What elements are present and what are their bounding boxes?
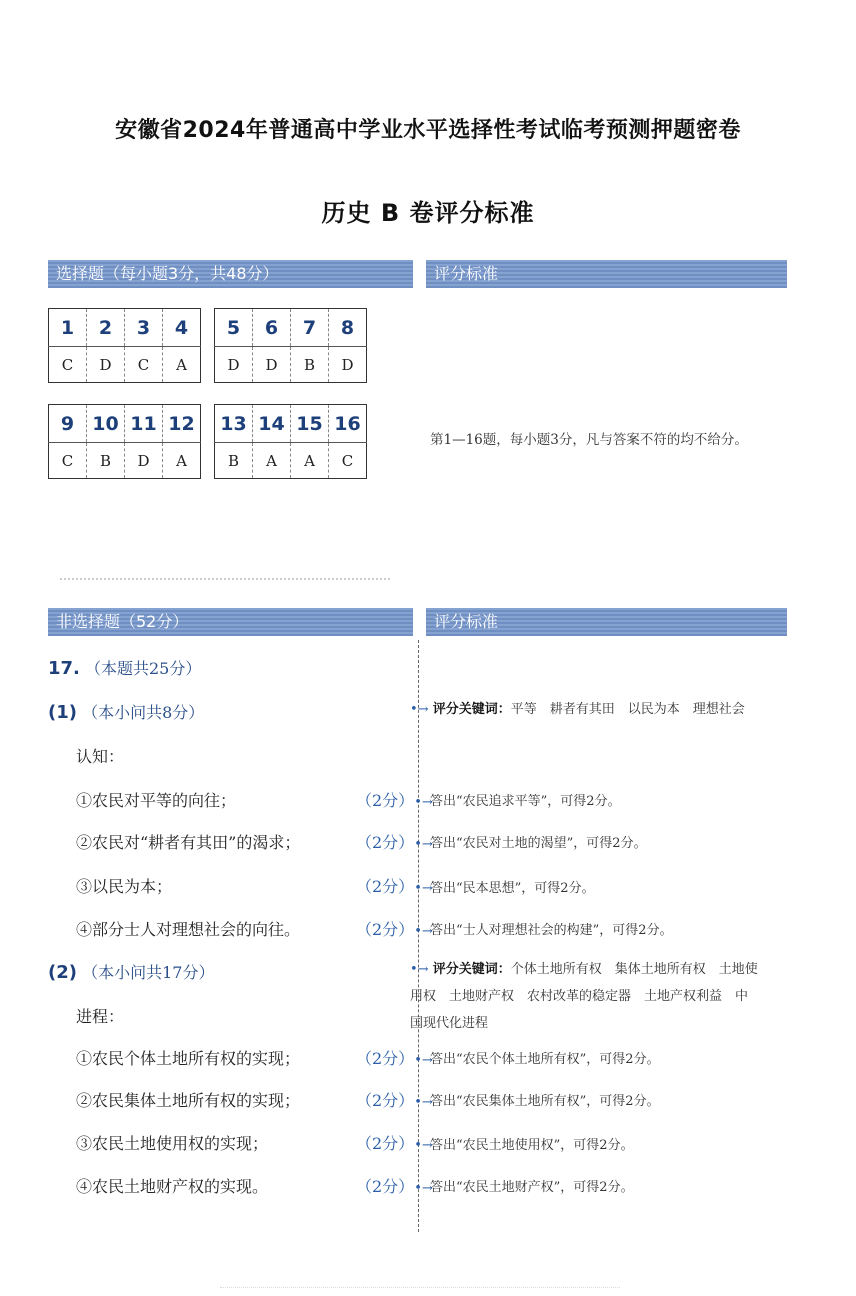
- answer-letter: B: [291, 347, 329, 383]
- page-footer-line: [220, 1287, 620, 1288]
- answer-item: ③以民为本；: [76, 877, 173, 896]
- criteria-note: 答出“农民对土地的渴望”，可得2分。: [430, 836, 647, 851]
- question-number: 10: [87, 405, 125, 443]
- score-label: （2分）•→: [356, 877, 433, 896]
- answer-letter: A: [253, 443, 291, 479]
- score-label: （2分）•→: [356, 920, 433, 939]
- choice-section-heading: 选择题（每小题3分，共48分）: [48, 260, 413, 288]
- question-number: 6: [253, 309, 291, 347]
- answer-letter: D: [329, 347, 367, 383]
- answer-letter: D: [125, 443, 163, 479]
- dotted-divider: [60, 578, 390, 580]
- question-points: （本题共25分）: [84, 659, 202, 678]
- arrow-icon: •→: [414, 795, 433, 810]
- question-number: 2: [87, 309, 125, 347]
- arrow-icon: •→: [414, 1181, 433, 1196]
- answer-letter: C: [49, 347, 87, 383]
- answer-item: ②农民对“耕者有其田”的渴求；: [76, 833, 301, 852]
- answer-table-3: [48, 404, 201, 479]
- answer-letter: A: [291, 443, 329, 479]
- part-2-keywords: •→ 评分关键词：个体土地所有权 集体土地所有权 土地使用权 土地财产权 农村改革的稳定器 土地产权利益 中国现代化进程: [410, 962, 758, 1031]
- criteria-note: 答出“农民个体土地所有权”，可得2分。: [430, 1052, 660, 1067]
- question-number: 5: [226, 316, 241, 339]
- answer-letter: A: [163, 347, 201, 383]
- question-number: 4: [163, 309, 201, 347]
- answer-letter: C: [329, 443, 367, 479]
- criteria-note: 答出“农民土地使用权”，可得2分。: [430, 1138, 634, 1153]
- answer-letter: A: [163, 443, 201, 479]
- score-label: （2分）•→: [356, 1134, 433, 1153]
- criteria-note: 答出“士人对理想社会的构建”，可得2分。: [430, 923, 673, 938]
- arrow-icon: •→: [414, 1138, 433, 1153]
- arrow-icon: •→: [414, 1053, 433, 1068]
- score-label: （2分）•→: [356, 791, 433, 810]
- answer-item: ④农民土地财产权的实现。: [76, 1177, 269, 1196]
- question-number: 11: [125, 405, 163, 443]
- nonchoice-section-heading: 非选择题（52分）: [48, 608, 413, 636]
- question-number: 16: [329, 405, 367, 443]
- question-number: 8: [329, 309, 367, 347]
- answer-table-2: [214, 308, 367, 383]
- question-number: 1: [60, 316, 75, 339]
- question-number: 15: [291, 405, 329, 443]
- score-label: （2分）•→: [356, 1049, 433, 1068]
- keyword-label: 评分关键词：: [432, 962, 511, 977]
- arrow-icon: •→: [414, 924, 433, 939]
- part-points: （本小问共8分）: [82, 703, 205, 722]
- answer-letter: C: [49, 443, 87, 479]
- document-subtitle: 历史 B 卷评分标准: [321, 199, 535, 227]
- criteria-note: 答出“农民集体土地所有权”，可得2分。: [430, 1094, 660, 1109]
- part-points: （本小问共17分）: [82, 963, 215, 982]
- choice-criteria-heading: 评分标准: [426, 260, 787, 288]
- answer-letter: D: [215, 347, 253, 383]
- keyword-list: 平等 耕者有其田 以民为本 理想社会: [510, 702, 745, 717]
- nonchoice-criteria-heading: 评分标准: [426, 608, 787, 636]
- answer-letter: B: [87, 443, 125, 479]
- part-2-header: [48, 960, 214, 983]
- keyword-list: 个体土地所有权 集体土地所有权 土地使用权 土地财产权 农村改革的稳定器 土地产权利益 中国现代化进程: [410, 962, 758, 1031]
- score-label: （2分）•→: [356, 1091, 433, 1110]
- question-number: 3: [125, 309, 163, 347]
- part-2-intro: 进程：: [76, 1007, 125, 1026]
- part-1-intro: 认知：: [76, 747, 125, 766]
- choice-criteria-text: 第1—16题，每小题3分，凡与答案不符的均不给分。: [430, 432, 748, 448]
- score-label: （2分）•→: [356, 1177, 433, 1196]
- question-17-header: [48, 656, 201, 679]
- answer-letter: B: [215, 443, 253, 479]
- arrow-icon: •→: [414, 1095, 433, 1110]
- question-number: 12: [163, 405, 201, 443]
- answer-letter: D: [253, 347, 291, 383]
- question-number: 17.: [48, 658, 80, 679]
- answer-letter: C: [125, 347, 163, 383]
- question-number: 14: [253, 405, 291, 443]
- answer-item: ①农民对平等的向往；: [76, 791, 237, 810]
- answer-item: ③农民土地使用权的实现；: [76, 1134, 269, 1153]
- answer-table-1: [48, 308, 201, 383]
- part-1-keywords: •→ 评分关键词：平等 耕者有其田 以民为本 理想社会: [410, 702, 745, 717]
- part-label: (1): [48, 702, 77, 723]
- score-label: （2分）•→: [356, 833, 433, 852]
- question-number: 13: [220, 412, 247, 435]
- answer-item: ①农民个体土地所有权的实现；: [76, 1049, 301, 1068]
- answer-item: ②农民集体土地所有权的实现；: [76, 1091, 301, 1110]
- answer-item: ④部分士人对理想社会的向往。: [76, 920, 301, 939]
- part-label: (2): [48, 962, 77, 983]
- criteria-note: 答出“农民追求平等”，可得2分。: [430, 794, 621, 809]
- question-number: 9: [60, 412, 75, 435]
- document-title: 安徽省2024年普通高中学业水平选择性考试临考预测押题密卷: [115, 118, 741, 143]
- answer-letter: D: [87, 347, 125, 383]
- part-1-header: [48, 700, 204, 723]
- arrow-icon: •→: [414, 881, 433, 896]
- question-number: 7: [291, 309, 329, 347]
- answer-table-4: [214, 404, 367, 479]
- criteria-note: 答出“民本思想”，可得2分。: [430, 881, 595, 896]
- criteria-note: 答出“农民土地财产权”，可得2分。: [430, 1180, 634, 1195]
- keyword-label: 评分关键词：: [432, 702, 511, 717]
- arrow-icon: •→: [414, 837, 433, 852]
